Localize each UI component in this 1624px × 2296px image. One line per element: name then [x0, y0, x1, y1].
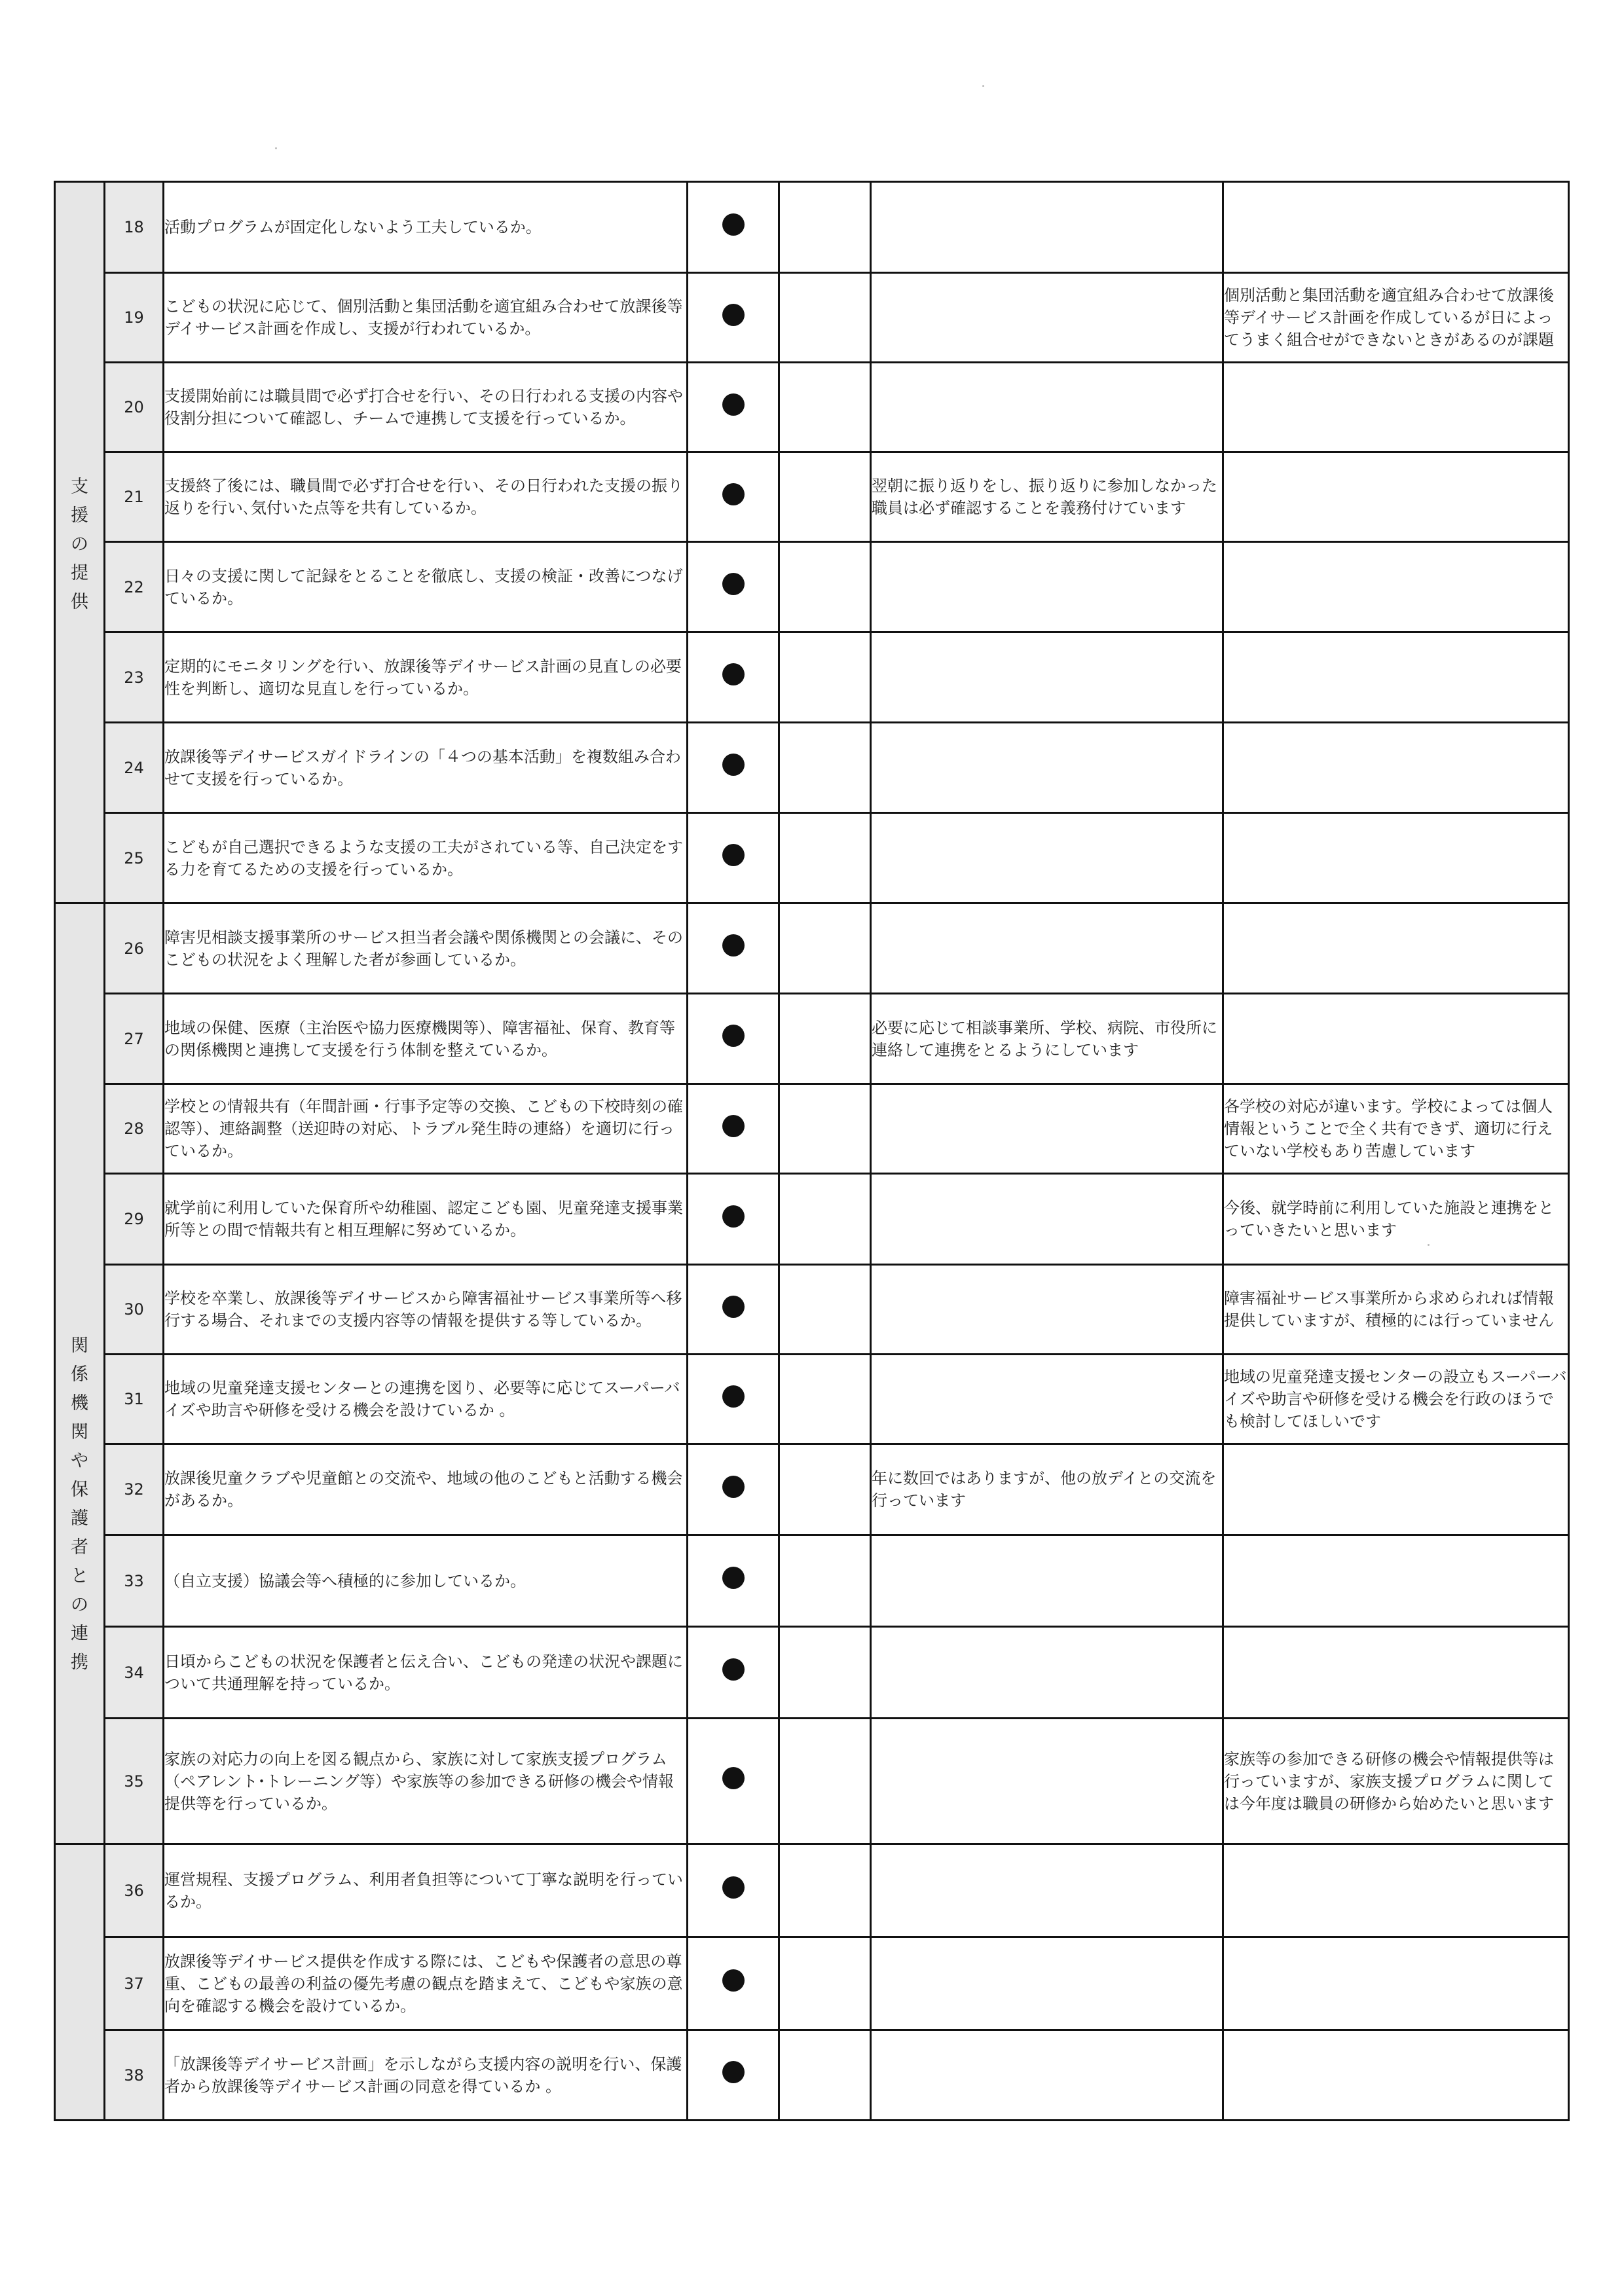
remark-cell	[871, 1627, 1223, 1719]
item-number: 37	[105, 1937, 164, 2030]
evaluation-question: 学校との情報共有（年間計画・行事予定等の交換、こどもの下校時刻の確認等）、連絡調整（送迎時の対応、トラブル発生時の連絡）を適切に行っているか。	[164, 1084, 688, 1174]
item-number: 26	[105, 903, 164, 994]
remark-cell	[871, 903, 1223, 994]
improvement-cell: 各学校の対応が違います。学校によっては個人情報ということで全く共有できず、適切に行えていない学校もあり苦慮しています	[1223, 1084, 1569, 1174]
no-column	[779, 542, 871, 632]
evaluation-question: 就学前に利用していた保育所や幼稚園、認定こども園、児童発達支援事業所等との間で情報共有と相互理解に努めているか。	[164, 1174, 688, 1265]
yes-column	[688, 1265, 779, 1355]
evaluation-question: 活動プログラムが固定化しないよう工夫しているか。	[164, 182, 688, 273]
evaluation-question: 地域の児童発達支援センターとの連携を図り、必要等に応じてスーパーバイズや助言や研修を受ける機会を設けているか 。	[164, 1355, 688, 1444]
remark-cell	[871, 1844, 1223, 1937]
item-number: 35	[105, 1719, 164, 1844]
table-row	[55, 1084, 1569, 1174]
improvement-cell	[1223, 1627, 1569, 1719]
evaluation-question: 運営規程、支援プログラム、利用者負担等について丁寧な説明を行っているか。	[164, 1844, 688, 1937]
table-row	[55, 903, 1569, 994]
table-row	[55, 1355, 1569, 1444]
improvement-cell	[1223, 452, 1569, 542]
yes-mark-dot	[722, 754, 745, 776]
evaluation-question: 放課後等デイサービスガイドラインの「４つの基本活動」を複数組み合わせて支援を行っているか。	[164, 723, 688, 813]
yes-column	[688, 1444, 779, 1535]
category-label: 関係機関や保護者との連携	[70, 1336, 88, 1673]
yes-column	[688, 1084, 779, 1174]
yes-column	[688, 452, 779, 542]
yes-mark-dot	[722, 483, 745, 505]
table-row	[55, 1174, 1569, 1265]
evaluation-question: 支援開始前には職員間で必ず打合せを行い、その日行われる支援の内容や役割分担について確認し、チームで連携して支援を行っているか。	[164, 363, 688, 452]
no-column	[779, 2030, 871, 2121]
item-number: 30	[105, 1265, 164, 1355]
item-number: 23	[105, 632, 164, 723]
improvement-cell	[1223, 1937, 1569, 2030]
remark-cell	[871, 1719, 1223, 1844]
remark-cell	[871, 1265, 1223, 1355]
no-column	[779, 1265, 871, 1355]
yes-mark-dot	[722, 1115, 745, 1137]
yes-column	[688, 723, 779, 813]
improvement-cell	[1223, 542, 1569, 632]
improvement-cell	[1223, 903, 1569, 994]
no-column	[779, 813, 871, 903]
remark-cell	[871, 813, 1223, 903]
yes-column	[688, 542, 779, 632]
improvement-cell	[1223, 813, 1569, 903]
evaluation-question: こどもの状況に応じて、個別活動と集団活動を適宜組み合わせて放課後等デイサービス計画を作成し、支援が行われているか。	[164, 273, 688, 363]
evaluation-question: 学校を卒業し、放課後等デイサービスから障害福祉サービス事業所等へ移行する場合、それまでの支援内容等の情報を提供する等しているか。	[164, 1265, 688, 1355]
table-row	[55, 363, 1569, 452]
no-column	[779, 632, 871, 723]
yes-mark-dot	[722, 1767, 745, 1789]
table-row	[55, 1844, 1569, 1937]
yes-mark-dot	[722, 1969, 745, 1992]
evaluation-question: 定期的にモニタリングを行い、放課後等デイサービス計画の見直しの必要性を判断し、適切な見直しを行っているか。	[164, 632, 688, 723]
improvement-cell	[1223, 182, 1569, 273]
no-column	[779, 182, 871, 273]
improvement-cell	[1223, 1535, 1569, 1627]
evaluation-question: こどもが自己選択できるような支援の工夫がされている等、自己決定をする力を育てるための支援を行っているか。	[164, 813, 688, 903]
scan-speck	[982, 85, 984, 87]
table-row	[55, 542, 1569, 632]
yes-mark-dot	[722, 1296, 745, 1318]
yes-mark-dot	[722, 213, 745, 236]
evaluation-question: 地域の保健、医療（主治医や協力医療機関等）、障害福祉、保育、教育等の関係機関と連携して支援を行う体制を整えているか。	[164, 994, 688, 1084]
table-row	[55, 1627, 1569, 1719]
evaluation-question: 日頃からこどもの状況を保護者と伝え合い、こどもの発達の状況や課題について共通理解を持っているか。	[164, 1627, 688, 1719]
no-column	[779, 1627, 871, 1719]
improvement-cell	[1223, 363, 1569, 452]
yes-column	[688, 1719, 779, 1844]
remark-cell	[871, 542, 1223, 632]
remark-cell	[871, 1084, 1223, 1174]
improvement-cell: 家族等の参加できる研修の機会や情報提供等は行っていますが、家族支援プログラムに関しては今年度は職員の研修から始めたいと思います	[1223, 1719, 1569, 1844]
item-number: 20	[105, 363, 164, 452]
remark-cell	[871, 1355, 1223, 1444]
yes-mark-dot	[722, 304, 745, 326]
self-evaluation-table	[54, 181, 1570, 2121]
yes-mark-dot	[722, 573, 745, 595]
remark-cell	[871, 1535, 1223, 1627]
no-column	[779, 723, 871, 813]
item-number: 18	[105, 182, 164, 273]
no-column	[779, 1355, 871, 1444]
yes-mark-dot	[722, 663, 745, 685]
yes-column	[688, 1355, 779, 1444]
remark-cell	[871, 363, 1223, 452]
improvement-cell: 地域の児童発達支援センターの設立もスーパーバイズや助言や研修を受ける機会を行政のほうでも検討してほしいです	[1223, 1355, 1569, 1444]
remark-cell	[871, 1937, 1223, 2030]
yes-mark-dot	[722, 934, 745, 957]
category-cell	[55, 1844, 105, 2121]
item-number: 22	[105, 542, 164, 632]
evaluation-question: 障害児相談支援事業所のサービス担当者会議や関係機関との会議に、そのこどもの状況をよく理解した者が参画しているか。	[164, 903, 688, 994]
no-column	[779, 994, 871, 1084]
no-column	[779, 1719, 871, 1844]
category-cell	[55, 903, 105, 1844]
table-row	[55, 1535, 1569, 1627]
yes-column	[688, 903, 779, 994]
evaluation-question: 日々の支援に関して記録をとることを徹底し、支援の検証・改善につなげているか。	[164, 542, 688, 632]
improvement-cell	[1223, 994, 1569, 1084]
no-column	[779, 363, 871, 452]
yes-column	[688, 363, 779, 452]
improvement-cell: 今後、就学時前に利用していた施設と連携をとっていきたいと思います	[1223, 1174, 1569, 1265]
table-row	[55, 1265, 1569, 1355]
improvement-cell: 個別活動と集団活動を適宜組み合わせて放課後等デイサービス計画を作成しているが日によってうまく組合せができないときがあるのが課題	[1223, 273, 1569, 363]
item-number: 36	[105, 1844, 164, 1937]
item-number: 31	[105, 1355, 164, 1444]
yes-mark-dot	[722, 1567, 745, 1589]
evaluation-question: （自立支援）協議会等へ積極的に参加しているか。	[164, 1535, 688, 1627]
yes-column	[688, 632, 779, 723]
scan-speck	[275, 147, 277, 149]
table-row	[55, 1719, 1569, 1844]
improvement-cell	[1223, 723, 1569, 813]
table-row	[55, 1937, 1569, 2030]
remark-cell	[871, 2030, 1223, 2121]
evaluation-question: 放課後児童クラブや児童館との交流や、地域の他のこどもと活動する機会があるか。	[164, 1444, 688, 1535]
item-number: 28	[105, 1084, 164, 1174]
yes-column	[688, 273, 779, 363]
table-row	[55, 182, 1569, 273]
no-column	[779, 1844, 871, 1937]
yes-mark-dot	[722, 1205, 745, 1228]
yes-mark-dot	[722, 1385, 745, 1408]
no-column	[779, 1535, 871, 1627]
item-number: 19	[105, 273, 164, 363]
no-column	[779, 903, 871, 994]
yes-mark-dot	[722, 1658, 745, 1681]
yes-column	[688, 182, 779, 273]
table-row	[55, 452, 1569, 542]
improvement-cell	[1223, 632, 1569, 723]
improvement-cell	[1223, 1444, 1569, 1535]
yes-mark-dot	[722, 1476, 745, 1498]
remark-cell: 必要に応じて相談事業所、学校、病院、市役所に連絡して連携をとるようにしています	[871, 994, 1223, 1084]
evaluation-question: 放課後等デイサービス提供を作成する際には、こどもや保護者の意思の尊重、こどもの最善の利益の優先考慮の観点を踏まえて、こどもや家族の意向を確認する機会を設けているか。	[164, 1937, 688, 2030]
remark-cell	[871, 182, 1223, 273]
yes-column	[688, 813, 779, 903]
no-column	[779, 1444, 871, 1535]
yes-mark-dot	[722, 1025, 745, 1047]
no-column	[779, 452, 871, 542]
improvement-cell	[1223, 1844, 1569, 1937]
item-number: 29	[105, 1174, 164, 1265]
item-number: 32	[105, 1444, 164, 1535]
yes-column	[688, 1627, 779, 1719]
table-row	[55, 723, 1569, 813]
category-label: 支援の提供	[70, 476, 88, 612]
item-number: 38	[105, 2030, 164, 2121]
remark-cell: 年に数回ではありますが、他の放デイとの交流を行っています	[871, 1444, 1223, 1535]
no-column	[779, 1174, 871, 1265]
yes-column	[688, 1535, 779, 1627]
remark-cell	[871, 632, 1223, 723]
table-row	[55, 813, 1569, 903]
yes-mark-dot	[722, 844, 745, 866]
improvement-cell: 障害福祉サービス事業所から求められれば情報提供していますが、積極的には行っていません	[1223, 1265, 1569, 1355]
yes-mark-dot	[722, 393, 745, 416]
yes-column	[688, 1174, 779, 1265]
evaluation-question: 家族の対応力の向上を図る観点から、家族に対して家族支援プログラム（ペアレント･トレーニング等）や家族等の参加できる研修の機会や情報提供等を行っているか。	[164, 1719, 688, 1844]
table-row	[55, 1444, 1569, 1535]
yes-mark-dot	[722, 1876, 745, 1899]
yes-column	[688, 1937, 779, 2030]
item-number: 34	[105, 1627, 164, 1719]
table-row	[55, 2030, 1569, 2121]
no-column	[779, 1084, 871, 1174]
yes-column	[688, 1844, 779, 1937]
category-cell	[55, 182, 105, 903]
remark-cell: 翌朝に振り返りをし、振り返りに参加しなかった職員は必ず確認することを義務付けています	[871, 452, 1223, 542]
yes-column	[688, 2030, 779, 2121]
remark-cell	[871, 273, 1223, 363]
item-number: 25	[105, 813, 164, 903]
item-number: 27	[105, 994, 164, 1084]
yes-column	[688, 994, 779, 1084]
table-row	[55, 632, 1569, 723]
no-column	[779, 273, 871, 363]
evaluation-question: 支援終了後には、職員間で必ず打合せを行い、その日行われた支援の振り返りを行い､気付いた点等を共有しているか。	[164, 452, 688, 542]
item-number: 21	[105, 452, 164, 542]
evaluation-question: 「放課後等デイサービス計画」を示しながら支援内容の説明を行い、保護者から放課後等デイサービス計画の同意を得ているか 。	[164, 2030, 688, 2121]
item-number: 24	[105, 723, 164, 813]
no-column	[779, 1937, 871, 2030]
table-row	[55, 273, 1569, 363]
item-number: 33	[105, 1535, 164, 1627]
yes-mark-dot	[722, 2061, 745, 2083]
remark-cell	[871, 723, 1223, 813]
remark-cell	[871, 1174, 1223, 1265]
improvement-cell	[1223, 2030, 1569, 2121]
table-row	[55, 994, 1569, 1084]
